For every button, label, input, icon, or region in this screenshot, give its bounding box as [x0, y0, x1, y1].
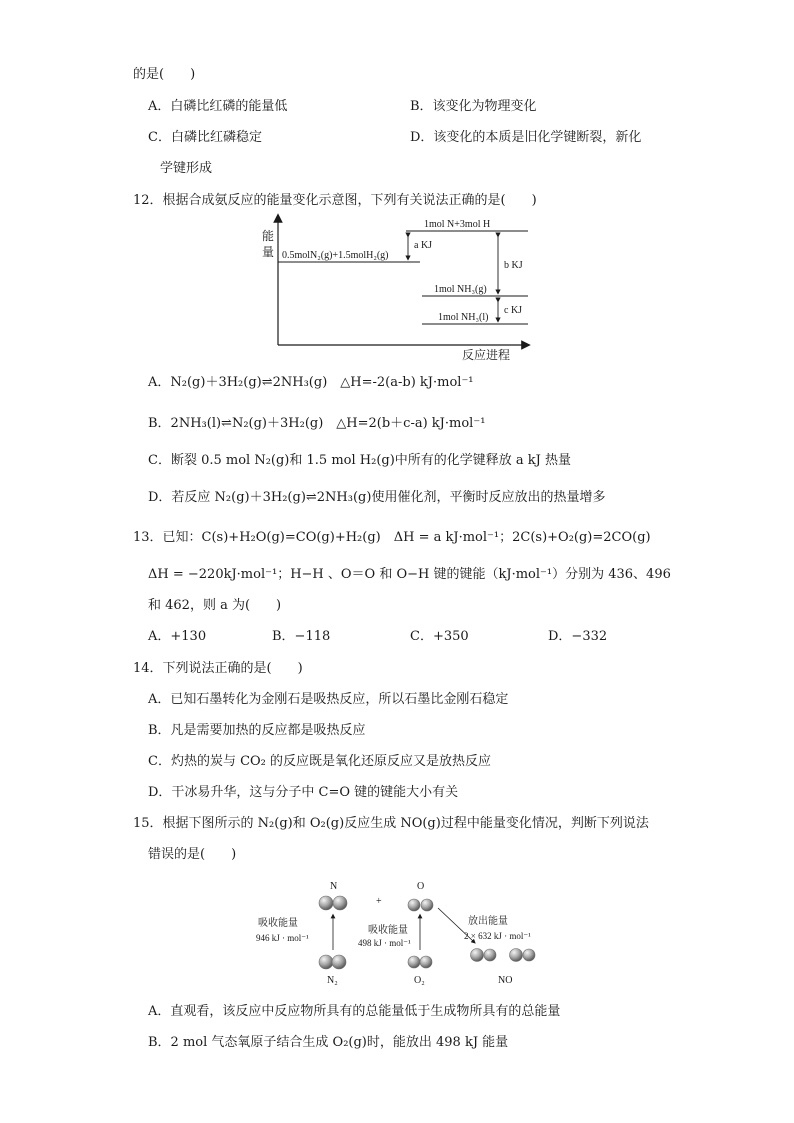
q14-option-a: A．已知石墨转化为金刚石是吸热反应，所以石墨比金刚石稳定	[148, 692, 509, 707]
q11-option-d: D．该变化的本质是旧化学键断裂，新化	[410, 130, 642, 145]
q15-option-b: B．2 mol 气态氧原子结合生成 O₂(g)时，能放出 498 kJ 能量	[148, 1035, 509, 1050]
q14-option-c: C．灼热的炭与 CO₂ 的反应既是氧化还原反应又是放热反应	[148, 754, 492, 769]
q13-line-1: 13．已知：C(s)+H₂O(g)=CO(g)+H₂(g) ΔH = a kJ·mol⁻¹；2C(s)+O₂(g)=2CO(g)	[133, 530, 651, 545]
n-atom-1	[319, 896, 333, 910]
level-reactants-label: 0.5molN₂(g)+1.5molH₂(g)	[282, 250, 389, 261]
q13-line-3: 和 462，则 a 为( )	[148, 598, 282, 613]
n-atom-2	[333, 896, 347, 910]
q12-option-b: B．2NH₃(l)⇌N₂(g)＋3H₂(g) △H=2(b＋c-a) kJ·mol⁻¹	[148, 416, 486, 431]
o2-atom-2	[420, 956, 432, 968]
o2-atom-1	[408, 956, 420, 968]
no1-atom-2	[484, 949, 496, 961]
q14-option-d: D．干冰易升华，这与分子中 C=O 键的键能大小有关	[148, 785, 459, 800]
x-axis-label: 反应进程	[462, 348, 511, 362]
y-axis-label-1: 能	[262, 229, 275, 243]
no2-atom-1	[510, 949, 523, 962]
absorb-label-2: 吸收能量	[368, 925, 408, 936]
q12-option-c: C．断裂 0.5 mol N₂(g)和 1.5 mol H₂(g)中所有的化学键释放 a kJ 热量	[148, 453, 572, 468]
q12-option-d: D．若反应 N₂(g)＋3H₂(g)⇌2NH₃(g)使用催化剂，平衡时反应放出的热量增多	[148, 490, 606, 505]
level-nh3-g-label: 1mol NH₃(g)	[434, 284, 487, 295]
q11-option-c: C．白磷比红磷稳定	[148, 130, 262, 145]
o-atom-2	[421, 899, 433, 911]
no-label: NO	[498, 975, 513, 986]
n2-atom-1	[319, 955, 333, 969]
q14-option-b: B．凡是需要加热的反应都是吸热反应	[148, 723, 366, 738]
q15-stem-line-2: 错误的是( )	[148, 847, 237, 862]
q11-option-a: A．白磷比红磷的能量低	[148, 99, 288, 114]
o2-label: O₂	[414, 975, 425, 986]
n2-label: N₂	[327, 975, 338, 986]
no1-atom-1	[471, 949, 484, 962]
level-top-label: 1mol N+3mol H	[424, 219, 491, 230]
n-atom-label: N	[330, 881, 338, 892]
q13-option-d: D．−332	[548, 629, 608, 644]
release-label: 放出能量	[468, 916, 508, 927]
a-label: a KJ	[414, 240, 433, 251]
o-atom-label: O	[417, 881, 425, 892]
release-value: 2 × 632 kJ · mol⁻¹	[464, 931, 531, 941]
q12-energy-diagram	[258, 212, 538, 362]
o-atom-1	[408, 899, 420, 911]
q11-stem-tail: 的是( )	[133, 67, 196, 82]
absorb-value-1: 946 kJ · mol⁻¹	[256, 933, 309, 943]
q14-stem: 14．下列说法正确的是( )	[133, 661, 303, 676]
q15-option-a: A．直观看，该反应中反应物所具有的总能量低于生成物所具有的总能量	[148, 1004, 561, 1019]
y-axis-label-2: 量	[262, 245, 275, 259]
absorb-label-1: 吸收能量	[258, 918, 298, 929]
n2-atom-2	[332, 955, 346, 969]
c-label: c KJ	[504, 305, 523, 316]
q12-stem: 12．根据合成氨反应的能量变化示意图，下列有关说法正确的是( )	[133, 193, 537, 208]
q13-option-c: C．+350	[410, 629, 469, 644]
q12-option-a: A．N₂(g)＋3H₂(g)⇌2NH₃(g) △H=-2(a-b) kJ·mol⁻¹	[148, 375, 474, 390]
q13-line-2: ΔH = −220kJ·mol⁻¹；H−H 、O＝O 和 O−H 键的键能（kJ·mol⁻¹）分别为 436、496	[148, 567, 671, 582]
no2-atom-2	[523, 949, 535, 961]
q15-bond-energy-diagram	[254, 876, 554, 990]
q11-option-d-cont: 学键形成	[160, 161, 213, 176]
q13-option-a: A．+130	[148, 629, 207, 644]
b-label: b KJ	[504, 260, 523, 271]
q11-option-b: B．该变化为物理变化	[410, 99, 537, 114]
plus-sign: +	[376, 896, 382, 907]
q15-stem-line-1: 15．根据下图所示的 N₂(g)和 O₂(g)反应生成 NO(g)过程中能量变化情况，判断下列说法	[133, 816, 649, 831]
level-nh3-l-label: 1mol NH₃(l)	[438, 312, 489, 323]
q13-option-b: B．−118	[272, 629, 331, 644]
absorb-value-2: 498 kJ · mol⁻¹	[358, 938, 411, 948]
